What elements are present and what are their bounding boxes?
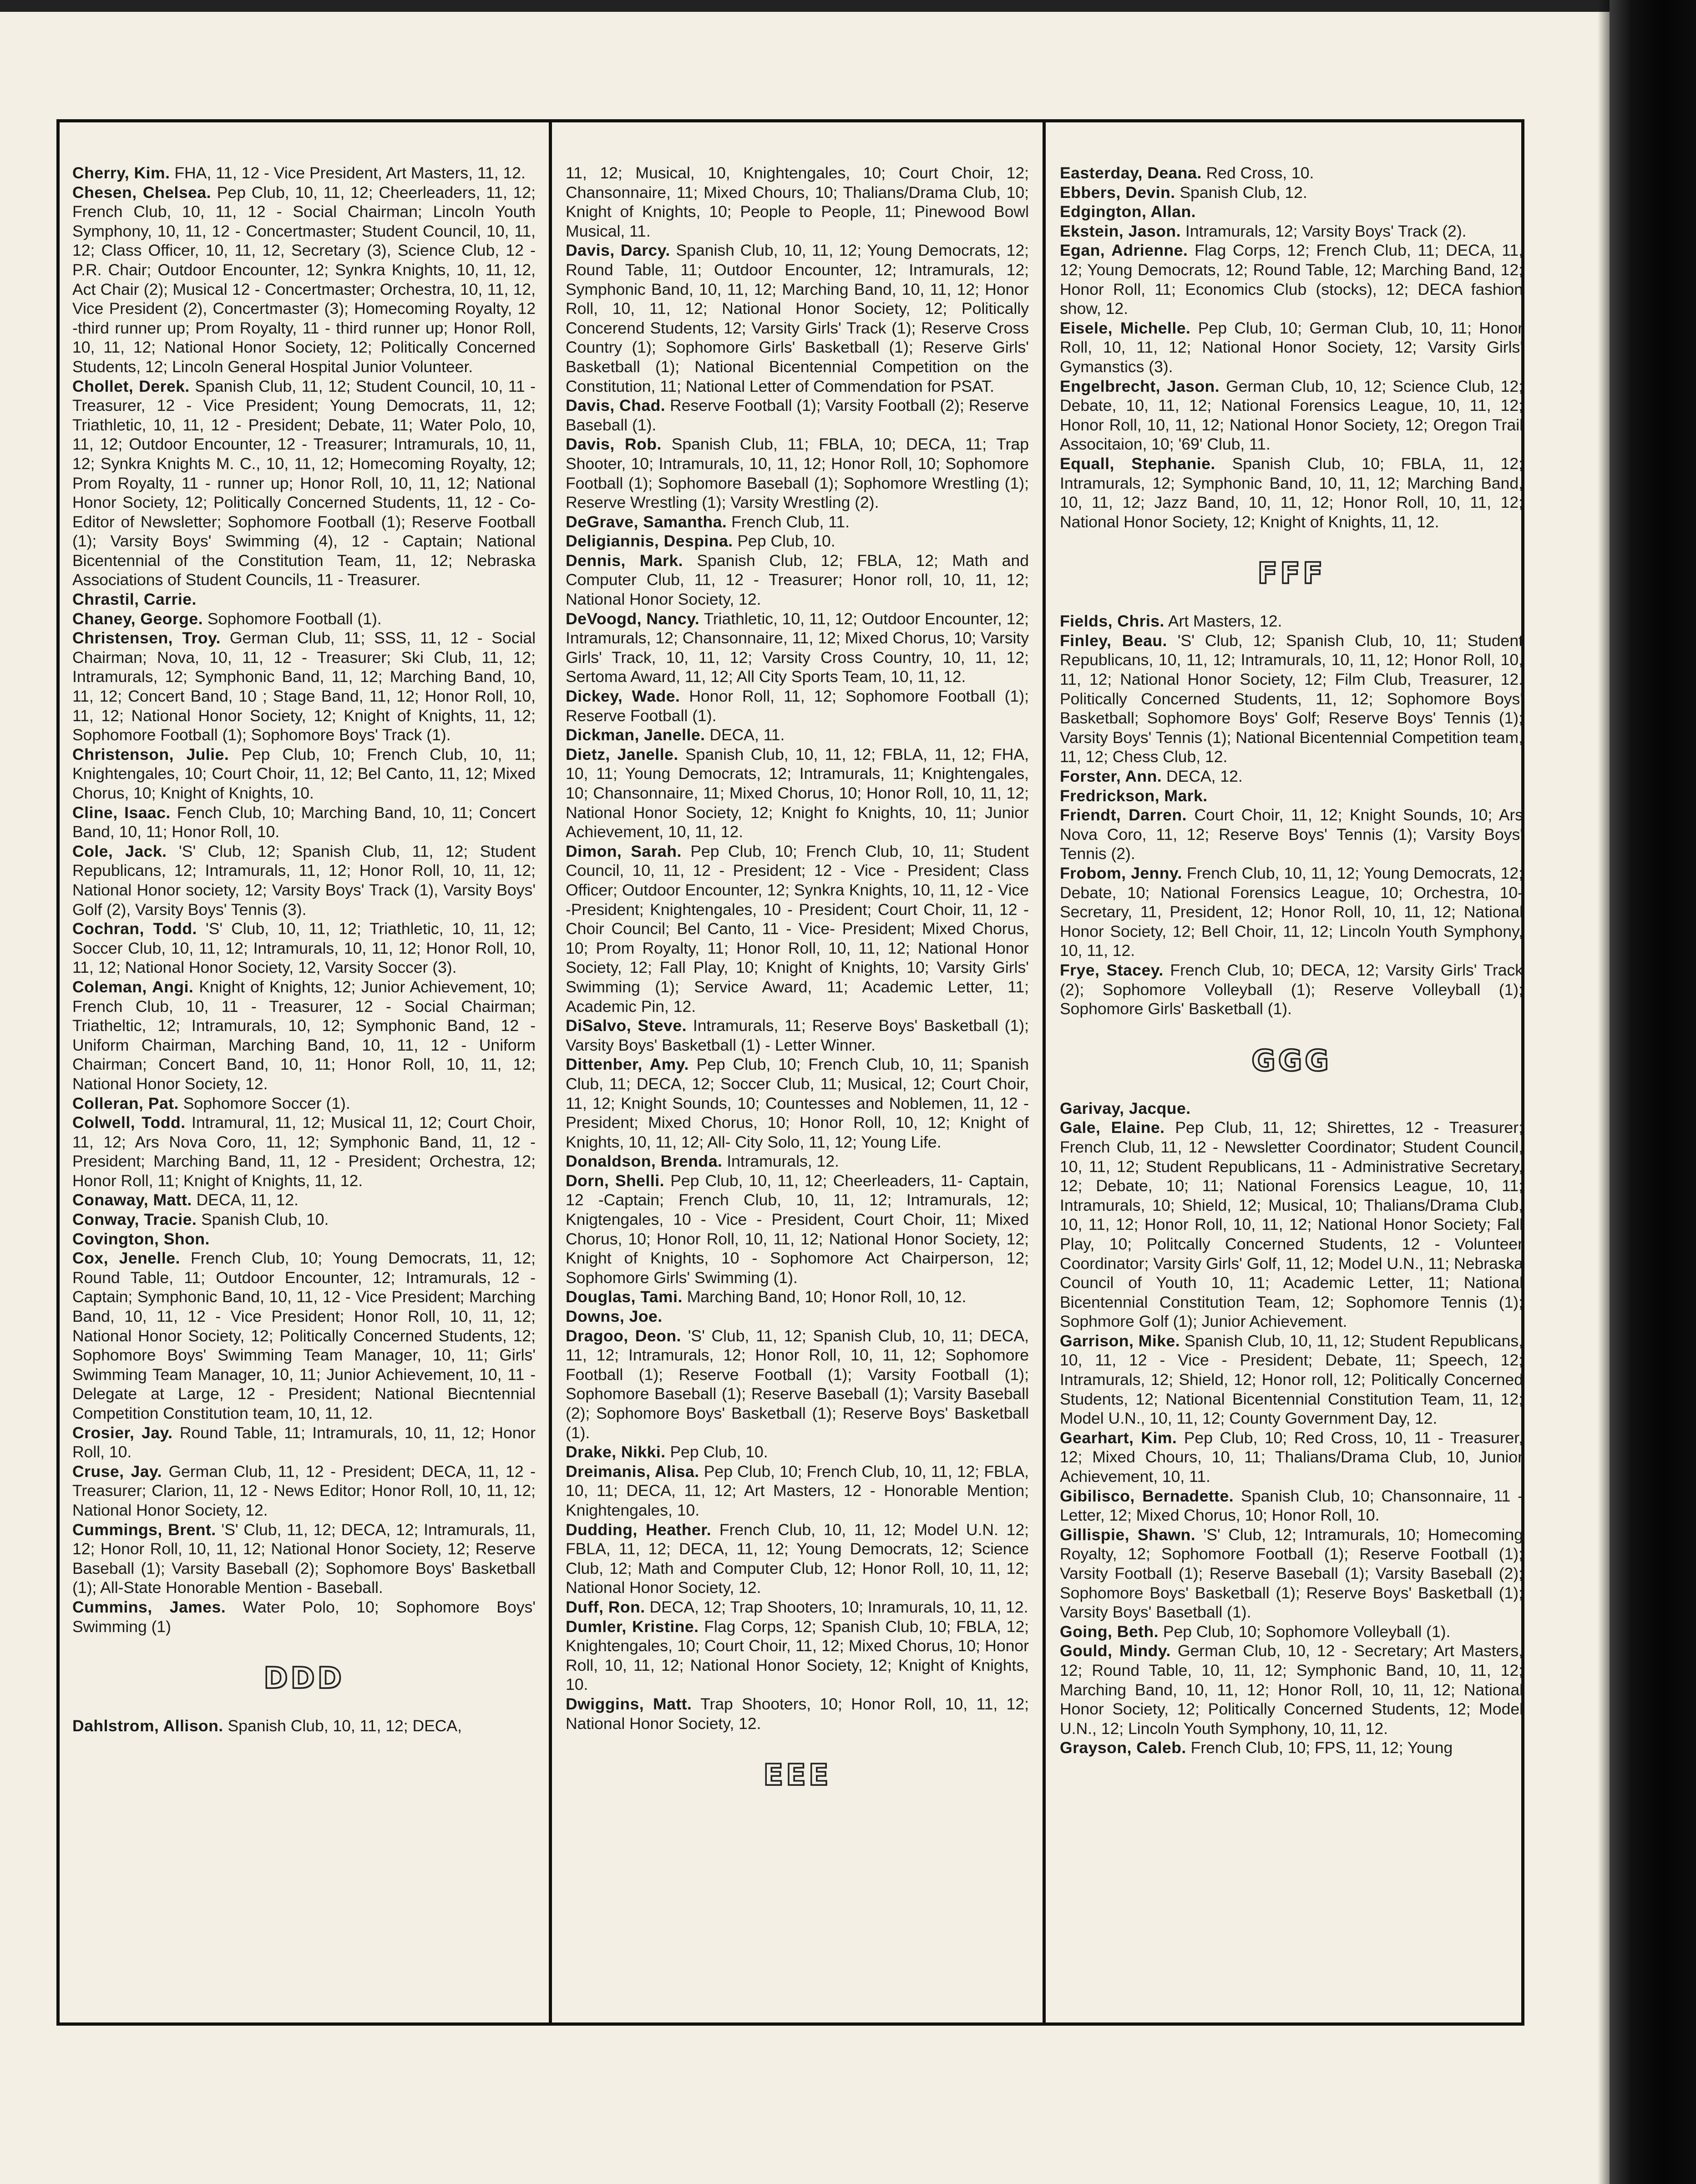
student-name: Cochran, Todd. (72, 920, 197, 938)
student-activities: Red Cross, 10. (1206, 164, 1314, 182)
student-name: Gibilisco, Bernadette. (1060, 1486, 1234, 1505)
student-entry (72, 1249, 536, 1423)
student-entry (72, 590, 536, 609)
student-activities: Trap Shooters, 10; Honor Roll, 10, 11, 12; National Honor Society, 12. (566, 1694, 1029, 1733)
student-activities: DECA, 11, 12. (196, 1191, 299, 1209)
student-activities: Pep Club, 10; German Club, 10, 11; Honor Roll, 10, 11, 12; National Honor Society, 12; Varsity Girls' Gymanstics (3). (1060, 318, 1523, 376)
student-name: Fredrickson, Mark. (1060, 786, 1208, 805)
student-activities: 'S' Club, 12; Spanish Club, 11, 12; Student Republicans, 12; Intramurals, 11, 12; Honor Roll, 10, 11, 12; National Honor society, 12; Varsity Boys' Track (1), Varsity Boys' Golf (2), Varsity Boys' Tennis (3). (72, 842, 536, 919)
student-name: Gillispie, Shawn. (1060, 1525, 1196, 1544)
student-entry (72, 1113, 536, 1190)
student-entry (566, 396, 1029, 435)
student-activities: French Club, 10; Young Democrats, 11, 12; Round Table, 11; Outdoor Encounter, 12; Intramurals, 12 - Captain; Symphonic Band, 10, 11, 12 - Vice President; Marching Band, 10, 11, 12 - Vice President; Honor Roll, 10, 11, 12; National Honor Society, 12; Politically Concerned Students, 12; Sophomore Boys' Swimming Team Manager, 10, 11; Girls' Swimming Team Manager, 10, 11; Junior Achievement, 10, 11 - Delegate at Large, 12 - President; National Biecntennial Competition Constitution team, 10, 11, 12. (72, 1249, 536, 1422)
student-name: Davis, Darcy. (566, 241, 670, 260)
student-name: Equall, Stephanie. (1060, 454, 1215, 473)
student-entry (72, 977, 536, 1094)
student-activities: Flag Corps, 12; Spanish Club, 10; FBLA, 12; Knightengales, 10; Court Choir, 11, 12; Mixed Chorus, 10; Honor Roll, 10, 11, 12; National Honor Society, 12; Knight of Knights, 10. (566, 1617, 1029, 1694)
student-name: Coleman, Angi. (72, 977, 194, 996)
student-entry (1060, 631, 1523, 767)
student-name: Dwiggins, Matt. (566, 1694, 692, 1713)
student-entry (1060, 318, 1523, 377)
student-activities: Spanish Club, 12; FBLA, 12; Math and Computer Club, 11, 12 - Treasurer; Honor roll, 10, 11, 12; National Honor Society, 12. (566, 551, 1029, 609)
student-activities: Pep Club, 10; French Club, 10, 11; Spanish Club, 11; DECA, 12; Soccer Club, 11; Musical, 12; Court Choir, 11, 12; Knight Sounds, 10; Countesses and Noblemen, 11, 12 - President; Mixed Chorus, 10; Honor Roll, 10, 12; Knight of Knights, 10, 11, 12; All- City Solo, 11, 12; Young Life. (566, 1055, 1029, 1151)
student-name: Chesen, Chelsea. (72, 183, 211, 202)
student-entry (1060, 377, 1523, 454)
student-entry (72, 1462, 536, 1520)
student-entry (566, 1326, 1029, 1443)
student-name: Gearhart, Kim. (1060, 1428, 1177, 1447)
student-name: Dickey, Wade. (566, 687, 680, 706)
student-name: Dragoo, Deon. (566, 1326, 681, 1345)
student-name: Grayson, Caleb. (1060, 1739, 1186, 1757)
student-entry (1060, 454, 1523, 531)
section-letters: EEE (763, 1759, 831, 1793)
student-activities: 11, 12; Musical, 10, Knightengales, 10; Court Choir, 12; Chansonnaire, 11; Mixed Chours, 10; Thalians/Drama Club, 10; Knight of Knights, 10; People to People, 11; Pinewood Bowl Musical, 11. (566, 164, 1029, 240)
student-activities: Knight of Knights, 12; Junior Achievement, 10; French Club, 10, 11 - Treasurer, 12 - Social Chairman; Triatheltic, 12; Intramurals, 10, 12; Symphonic Band, 12 - Uniform Chairman, Marching Band, 10, 11, 12 - Uniform Chairman; Concert Band, 10, 11; Honor Roll, 10, 11, 12; National Honor Society, 12. (72, 977, 536, 1093)
student-name: Chollet, Derek. (72, 377, 190, 395)
student-activities: Pep Club, 11, 12; Shirettes, 12 - Treasurer; French Club, 11, 12 - Newsletter Coordinator; Student Council, 10, 11, 12; Student Republicans, 11 - Administrative Secretary, 12; Debate, 10; 11; National Forensics League, 10, 11; Intramurals, 10; Shield, 12; Musical, 10; Thalians/Drama Club, 10, 11, 12; Honor Roll, 10, 11, 12; National Honor Society; Fall Play, 10; Politcally Concerned Students, 12 - Volunteer Coordinator; Varsity Girls' Golf, 11, 12; Model U.N., 11; Nebraska Council of Youth 10, 11; Academic Letter, 11; National Bicentennial Constitution Team, 12; Sophomore Tennis (1); Sophmore Golf (1); Junior Achievement. (1060, 1118, 1523, 1331)
student-entry (566, 842, 1029, 1016)
student-name: Davis, Rob. (566, 435, 662, 454)
student-name: Drake, Nikki. (566, 1443, 666, 1461)
student-entry (566, 687, 1029, 725)
student-entry (1060, 1738, 1523, 1758)
student-entry (1060, 805, 1523, 864)
student-activities: DECA, 12; Trap Shooters, 10; Inramurals, 10, 11, 12. (649, 1598, 1028, 1616)
student-activities: Pep Club, 10; Red Cross, 10, 11 - Treasurer, 12; Mixed Chours, 10, 11; Thalians/Drama Club, 10, Junior Achievement, 10, 11. (1060, 1428, 1523, 1486)
student-activities: Fench Club, 10; Marching Band, 10, 11; Concert Band, 10, 11; Honor Roll, 10. (72, 803, 536, 841)
student-activities: 'S' Club, 11, 12; Spanish Club, 10, 11; DECA, 11, 12; Intramurals, 12; Honor Roll, 10, 11, 12; Sophomore Football (1); Reserve Football (1); Varsity Football (1); Sophomore Baseball (1); Reserve Baseball (1); Varsity Baseball (2); Sophomore Boys' Basketball (1); Reserve Boys' Basketball (1). (566, 1326, 1029, 1442)
student-activities: DECA, 11. (709, 726, 785, 744)
student-name: Gould, Mindy. (1060, 1642, 1171, 1660)
student-name: Eisele, Michelle. (1060, 318, 1191, 337)
student-activities: Pep Club, 10, 11, 12; Cheerleaders, 11, 12; French Club, 10, 11, 12 - Social Chairman; Lincoln Youth Symphony, 10, 11, 12 - Concertmaster; Student Council, 10, 11, 12; Class Officer, 10, 11, 12, Secretary (3), Science Club, 12 - P.R. Chair; Outdoor Encounter, 12; Synkra Knights, 10, 11, 12, Act Chair (2); Musical 12 - Concertmaster; Orchestra, 10, 11, 12, Vice President (2), Concertmaster (3); Homecoming Royalty, 12 -third runner up; Prom Royalty, 11 - third runner up; Honor Roll, 10, 11, 12; National Honor Society, 12; Politically Concerned Students, 12; Lincoln General Hospital Junior Volunteer. (72, 183, 536, 376)
student-entry (566, 531, 1029, 551)
student-name: Duff, Ron. (566, 1598, 645, 1616)
student-entry (1060, 163, 1523, 183)
student-name: Garivay, Jacque. (1060, 1099, 1191, 1117)
student-entry (72, 803, 536, 842)
student-name: Fields, Chris. (1060, 612, 1164, 631)
student-entry (566, 512, 1029, 532)
student-entry (72, 919, 536, 977)
student-name: Friendt, Darren. (1060, 806, 1187, 824)
student-entry (72, 1190, 536, 1210)
student-name: Gale, Elaine. (1060, 1118, 1165, 1137)
student-name: Davis, Chad. (566, 396, 666, 415)
student-name: Conaway, Matt. (72, 1191, 192, 1209)
student-name: Chrastil, Carrie. (72, 590, 197, 609)
column-1 (72, 163, 536, 2020)
student-entry (566, 609, 1029, 687)
student-entry (72, 1094, 536, 1113)
student-activities: Intramurals, 12; Varsity Boys' Track (2). (1185, 222, 1467, 240)
student-entry (72, 163, 536, 183)
student-activities: German Club, 11; SSS, 11, 12 - Social Chairman; Nova, 10, 11, 12 - Treasurer; Ski Club, 11, 12; Intramurals, 12; Symphonic Band, 11, 12; Marching Band, 10, 11, 12; Concert Band, 10 ; Stage Band, 11, 12; Honor Roll, 10, 11, 12; National Honor Society, 12; Knight of Knights, 11, 12; Sophomore Football (1); Sophomore Boys' Track (1). (72, 629, 536, 744)
student-entry (1060, 1525, 1523, 1622)
student-activities: Court Choir, 11, 12; Knight Sounds, 10; Ars Nova Coro, 11, 12; Reserve Boys' Tennis (1); Varsity Boys' Tennis (2). (1060, 806, 1523, 863)
section-letters: DDD (263, 1662, 344, 1696)
student-entry (566, 1287, 1029, 1307)
student-name: Egan, Adrienne. (1060, 241, 1188, 260)
student-entry (1060, 222, 1523, 241)
student-name: Cummins, James. (72, 1598, 226, 1616)
student-name: Conway, Tracie. (72, 1210, 197, 1229)
student-name: Dumler, Kristine. (566, 1617, 699, 1636)
student-entry (1060, 183, 1523, 202)
student-entry (1060, 864, 1523, 961)
student-entry (566, 1520, 1029, 1598)
student-entry (566, 1694, 1029, 1733)
student-activities: Pep Club, 10, 11, 12; Cheerleaders, 11- Captain, 12 -Captain; French Club, 10, 11, 12; Intramurals, 12; Knigtengales, 10 - Vice - President, Court Choir, 11; Mixed Chorus, 10; Honor Roll, 10, 11, 12; National Honor Society, 12; Knight of Knights, 10 - Sophomore Act Chairperson, 12; Sophomore Girls' Swimming (1). (566, 1171, 1029, 1287)
student-name: Covington, Shon. (72, 1229, 210, 1248)
student-entry (1060, 1641, 1523, 1738)
student-entry (1060, 961, 1523, 1019)
student-activities: Pep Club, 10. (670, 1443, 768, 1461)
student-entry (566, 1307, 1029, 1326)
student-activities: DECA, 12. (1166, 767, 1243, 786)
student-activities: Triathletic, 10, 11, 12; Outdoor Encounter, 12; Intramurals, 12; Chansonnaire, 11, 12; Mixed Chorus, 10; Varsity Girls' Track, 10, 11, 12; Varsity Cross Country, 10, 11, 12; Sertoma Award, 11, 12; All City Sports Team, 10, 11, 12. (566, 609, 1029, 686)
student-name: Colleran, Pat. (72, 1094, 179, 1112)
student-name: Cox, Jenelle. (72, 1249, 180, 1268)
student-activities: 'S' Club, 12; Spanish Club, 10, 11; Student Republicans, 10, 11, 12; Intramurals, 10, 11, 12; Honor Roll, 10, 11, 12; National Honor Society, 12; Film Club, Treasurer, 12. Politically Concerned Students, 11, 12; Sophomore Boys' Basketball; Sophomore Boys' Golf; Reserve Boys' Tennis (1); Varsity Boys' Tennis (1); National Bicentennial Competition team, 11, 12; Chess Club, 12. (1060, 631, 1523, 766)
student-entry (566, 241, 1029, 396)
student-name: Christensen, Troy. (72, 629, 221, 647)
letter-section-header (566, 1759, 1029, 1792)
student-entry (1060, 1099, 1523, 1118)
student-entry (1060, 1622, 1523, 1642)
student-entry (72, 609, 536, 629)
student-name: Deligiannis, Despina. (566, 532, 733, 551)
student-activities: Sophomore Football (1). (207, 609, 382, 628)
student-entry (566, 1171, 1029, 1288)
student-entry (566, 435, 1029, 512)
student-name: Cole, Jack. (72, 842, 167, 860)
student-entry (1060, 786, 1523, 806)
student-name: DeGrave, Samantha. (566, 512, 727, 531)
student-name: Easterday, Deana. (1060, 164, 1202, 182)
student-entry (566, 1152, 1029, 1171)
student-name: Forster, Ann. (1060, 767, 1162, 786)
student-name: Douglas, Tami. (566, 1288, 683, 1306)
student-entry (72, 1229, 536, 1249)
student-activities: Intramurals, 12. (727, 1152, 839, 1171)
student-entry (72, 628, 536, 745)
student-name: Finley, Beau. (1060, 631, 1167, 650)
student-activities: Water Polo, 10; Sophomore Boys' Swimming (1) (72, 1598, 536, 1636)
student-activities: Spanish Club, 12. (1180, 183, 1307, 202)
student-entry (72, 183, 536, 377)
student-entry (72, 1598, 536, 1636)
student-name: Dennis, Mark. (566, 551, 683, 570)
student-activities: French Club, 10; DECA, 12; Varsity Girls' Track (2); Sophomore Volleyball (1); Reserve Volleyball (1); Sophomore Girls' Basketball (1). (1060, 961, 1523, 1018)
student-entry (566, 745, 1029, 842)
student-name: Chaney, George. (72, 609, 203, 628)
student-name: Engelbrecht, Jason. (1060, 377, 1220, 395)
student-activities: Intramurals, 11; Reserve Boys' Basketball (1); Varsity Boys' Basketball (1) - Letter Winner. (566, 1016, 1029, 1054)
student-name: Ebbers, Devin. (1060, 183, 1175, 202)
student-activities: Spanish Club, 11, 12; Student Council, 10, 11 - Treasurer, 12 - Vice President; Young Democrats, 11, 12; Triathletic, 10, 11, 12 - President; Debate, 11; Water Polo, 10, 11, 12; Outdoor Encounter, 12 - Treasurer; Intramurals, 10, 11, 12; Synkra Knights M. C., 10, 11, 12; Homecoming Royalty, 12; Prom Royalty, 11 - runner up; Honor Roll, 10, 11, 12; National Honor Society, 12; Politically Concerned Students, 11, 12 - Co-Editor of Newsletter; Sophomore Football (1); Reserve Football (1); Varsity Boys' Swimming (4), 12 - Captain; National Bicentennial of the Constitution Team, 11, 12; Nebraska Associations of Student Councils, 11 - Treasurer. (72, 377, 536, 589)
student-activities: Spanish Club, 11; FBLA, 10; DECA, 11; Trap Shooter, 10; Intramurals, 10, 11, 12; Honor Roll, 10; Sophomore Football (1); Sophomore Baseball (1); Sophomore Wrestling (1); Reserve Wrestling (1); Varsity Wrestling (2). (566, 435, 1029, 512)
student-name: Dahlstrom, Allison. (72, 1717, 223, 1735)
student-name: Cherry, Kim. (72, 164, 170, 182)
student-activities: French Club, 10, 11, 12; Young Democrats, 12; Debate, 10; National Forensics League, 10; Orchestra, 10-Secretary, 11, President, 12; Honor Roll, 10, 11, 12; National Honor Society, 12; Bell Choir, 11, 12; Lincoln Youth Symphony, 10, 11, 12. (1060, 864, 1523, 960)
student-activities: Intramural, 11, 12; Musical 11, 12; Court Choir, 11, 12; Ars Nova Coro, 11, 12; Symphonic Band, 11, 12 - President; Marching Band, 11, 12 - President; Orchestra, 12; Honor Roll, 11; Knight of Knights, 11, 12. (72, 1113, 536, 1190)
student-activities: 'S' Club, 11, 12; DECA, 12; Intramurals, 11, 12; Honor Roll, 10, 11, 12; National Honor Society, 12; Reserve Baseball (1); Varsity Baseball (2); Sophomore Boys' Basketball (1); All-State Honorable Mention - Baseball. (72, 1520, 536, 1597)
student-entry (72, 1716, 536, 1736)
student-activities: Marching Band, 10; Honor Roll, 10, 12. (687, 1288, 967, 1306)
section-letters: GGG (1251, 1044, 1331, 1078)
student-name: DiSalvo, Steve. (566, 1016, 687, 1035)
student-activities: Pep Club, 10; French Club, 10, 11, 12; FBLA, 10, 11; DECA, 11, 12; Art Masters, 12 - Honorable Mention; Knightengales, 10. (566, 1462, 1029, 1519)
student-name: Dreimanis, Alisa. (566, 1462, 699, 1481)
student-activities: FHA, 11, 12 - Vice President, Art Masters, 11, 12. (174, 164, 526, 182)
student-name: Downs, Joe. (566, 1307, 663, 1326)
student-activities: French Club, 10, 11, 12; Model U.N. 12; FBLA, 11, 12; DECA, 11, 12; Young Democrats, 12; Science Club, 12; Math and Computer Club, 12; Honor Roll, 10, 11, 12; National Honor Society, 12. (566, 1520, 1029, 1597)
student-activities: 'S' Club, 10, 11, 12; Triathletic, 10, 11, 12; Soccer Club, 10, 11, 12; Intramurals, 10, 11, 12; Honor Roll, 10, 11, 12; National Honor Society, 12, Varsity Soccer (3). (72, 920, 536, 977)
student-name: DeVoogd, Nancy. (566, 609, 700, 628)
student-name: Dudding, Heather. (566, 1520, 712, 1539)
student-name: Cline, Isaac. (72, 803, 171, 822)
student-name: Dietz, Janelle. (566, 745, 678, 763)
student-entry (1060, 202, 1523, 222)
student-entry (72, 842, 536, 919)
student-activities: Pep Club, 10; French Club, 10, 11; Student Council, 10, 11, 12 - President; 12 - Vice - President; Class Officer; Outdoor Encounter, 12; Synkra Knights, 10, 11, 12 - Vice -President; Knightengales, 10 - President; Court Choir, 11, 12 - Choir Council; Bel Canto, 11 - Vice- President; Mixed Chorus, 10; Prom Royalty, 11; Honor Roll, 10, 11, 12; National Honor Society, 12; Fall Play, 10; Knight of Knights, 10; Varsity Girls' Swimming (1); Service Award, 11; Academic Letter, 11; Academic Pin, 12. (566, 842, 1029, 1016)
student-entry (1060, 1118, 1523, 1331)
student-entry (566, 725, 1029, 745)
student-name: Garrison, Mike. (1060, 1331, 1180, 1350)
student-entry (1060, 241, 1523, 318)
student-name: Frye, Stacey. (1060, 961, 1164, 979)
student-activities: Honor Roll, 11, 12; Sophomore Football (1); Reserve Football (1). (566, 687, 1029, 725)
student-entry (1060, 767, 1523, 786)
student-entry (72, 745, 536, 803)
student-entry (566, 1016, 1029, 1055)
student-entry (566, 1598, 1029, 1617)
student-activities: Spanish Club, 10, 11, 12; Young Democrats, 12; Round Table, 11; Outdoor Encounter, 12; Intramurals, 12; Symphonic Band, 10, 11, 12; Marching Band, 10, 11, 12; Honor Roll, 10, 11, 12; National Honor Society, 12; Politically Concerend Students, 12; Varsity Girls' Track (1); Reserve Cross Country (1); Sophomore Girls' Basketball (1); Reserve Girls' Basketball (1); National Bicentennial Competition on the Constitution, 11; National Letter of Commendation for PSAT. (566, 241, 1029, 395)
student-entry (566, 551, 1029, 609)
student-name: Edgington, Allan. (1060, 202, 1196, 221)
student-activities: Pep Club, 10; Sophomore Volleyball (1). (1163, 1622, 1451, 1641)
student-name: Cruse, Jay. (72, 1462, 162, 1481)
student-activities: Pep Club, 10. (737, 532, 835, 551)
student-activities: Pep Club, 10; French Club, 10, 11; Knightengales, 10; Court Choir, 11, 12; Bel Canto, 11, 12; Mixed Chorus, 10; Knight of Knights, 10. (72, 745, 536, 802)
student-activities: Spanish Club, 10. (201, 1210, 329, 1229)
student-activities: German Club, 10, 12; Science Club, 12; Debate, 10, 11, 12; National Forensics League, 10, 11, 12; Honor Roll, 10, 11, 12; National Honor Society, 12; Oregon Trail Associtaion, 10; '69' Club, 11. (1060, 377, 1523, 454)
student-entry (72, 1210, 536, 1229)
student-entry (566, 1617, 1029, 1694)
student-name: Donaldson, Brenda. (566, 1152, 723, 1171)
student-activities: Round Table, 11; Intramurals, 10, 11, 12; Honor Roll, 10. (72, 1423, 536, 1461)
student-entry (566, 163, 1029, 241)
letter-section-header (72, 1662, 536, 1695)
student-name: Colwell, Todd. (72, 1113, 186, 1132)
student-name: Crosier, Jay. (72, 1423, 173, 1442)
index-panel (56, 119, 1524, 2026)
student-entry (1060, 1428, 1523, 1486)
student-activities: Spanish Club, 10, 11, 12; Student Republicans, 10, 11, 12 - Vice - President; Debate, 11; Speech, 12; Intramurals, 12; Shield, 12; Honor roll, 12; Politically Concerned Students, 12; National Bicentennial Constitution Team, 11, 12; Model U.N., 10, 11, 12; County Government Day, 12. (1060, 1331, 1523, 1428)
student-name: Going, Beth. (1060, 1622, 1159, 1641)
student-name: Dickman, Janelle. (566, 726, 705, 744)
student-name: Christenson, Julie. (72, 745, 229, 763)
student-activities: German Club, 10, 12 - Secretary; Art Masters, 12; Round Table, 10, 11, 12; Symphonic Band, 10, 11, 12; Marching Band, 10, 11, 12; Honor Roll, 10, 11, 12; National Honor Society, 12; Politically Concerned Students, 12; Model U.N., 12; Lincoln Youth Symphony, 10, 11, 12. (1060, 1642, 1523, 1738)
student-entry (72, 1423, 536, 1462)
student-entry (1060, 612, 1523, 631)
student-name: Dittenber, Amy. (566, 1055, 689, 1074)
student-entry (566, 1462, 1029, 1520)
column-divider (549, 122, 552, 2026)
column-3 (1060, 163, 1523, 2020)
student-activities: Flag Corps, 12; French Club, 11; DECA, 11, 12; Young Democrats, 12; Round Table, 12; Marching Band, 12; Honor Roll, 11; Economics Club (stocks), 12; DECA fashion show, 12. (1060, 241, 1523, 318)
student-activities: Sophomore Soccer (1). (183, 1094, 350, 1112)
student-activities: French Club, 10; FPS, 11, 12; Young (1190, 1739, 1453, 1757)
student-name: Frobom, Jenny. (1060, 864, 1182, 882)
student-activities: Spanish Club, 10; Chansonnaire, 11 - Letter, 12; Mixed Chorus, 10; Honor Roll, 10. (1060, 1486, 1523, 1525)
student-name: Ekstein, Jason. (1060, 222, 1181, 240)
column-divider (1043, 122, 1046, 2026)
student-name: Dimon, Sarah. (566, 842, 682, 860)
page-top-edge (0, 0, 1611, 12)
letter-section-header (1060, 1044, 1523, 1078)
student-activities: Spanish Club, 10, 11, 12; FBLA, 11, 12; FHA, 10, 11; Young Democrats, 12; Intramurals, 11; Knightengales, 10; Chansonnaire, 11; Mixed Chorus, 10; Honor Roll, 10, 11, 12; National Honor Society, 12; Knight fo Knights, 10, 11; Junior Achievement, 10, 11, 12. (566, 745, 1029, 841)
student-activities: Art Masters, 12. (1168, 612, 1282, 631)
student-activities: Reserve Football (1); Varsity Football (2); Reserve Baseball (1). (566, 396, 1029, 434)
student-activities: 'S' Club, 12; Intramurals, 10; Homecoming Royalty, 12; Sophomore Football (1); Reserve Football (1); Varsity Football (1); Reserve Baseball (1); Varsity Baseball (2); Sophomore Boys' Basketball (1); Reserve Boys' Basketball (1); Varsity Boys' Basetball (1). (1060, 1525, 1523, 1622)
student-entry (72, 1520, 536, 1598)
book-binding (1610, 0, 1696, 2184)
student-entry (1060, 1486, 1523, 1525)
letter-section-header (1060, 557, 1523, 591)
student-activities: German Club, 11, 12 - President; DECA, 11, 12 - Treasurer; Clarion, 11, 12 - News Editor; Honor Roll, 10, 11, 12; National Honor Society, 12. (72, 1462, 536, 1519)
student-entry (72, 377, 536, 590)
student-name: Dorn, Shelli. (566, 1171, 664, 1190)
student-name: Cummings, Brent. (72, 1520, 216, 1539)
student-activities: Spanish Club, 10, 11, 12; DECA, (228, 1717, 462, 1735)
student-entry (566, 1442, 1029, 1462)
column-2 (566, 163, 1029, 2020)
student-entry (1060, 1331, 1523, 1428)
student-activities: Spanish Club, 10; FBLA, 11, 12; Intramurals, 12; Symphonic Band, 10, 11, 12; Marching Band, 10, 11, 12; Jazz Band, 10, 11, 12; Honor Roll, 10, 11, 12; National Honor Society, 12; Knight of Knights, 11, 12. (1060, 454, 1523, 531)
student-activities: French Club, 11. (731, 512, 850, 531)
section-letters: FFF (1257, 557, 1326, 591)
student-entry (566, 1055, 1029, 1152)
